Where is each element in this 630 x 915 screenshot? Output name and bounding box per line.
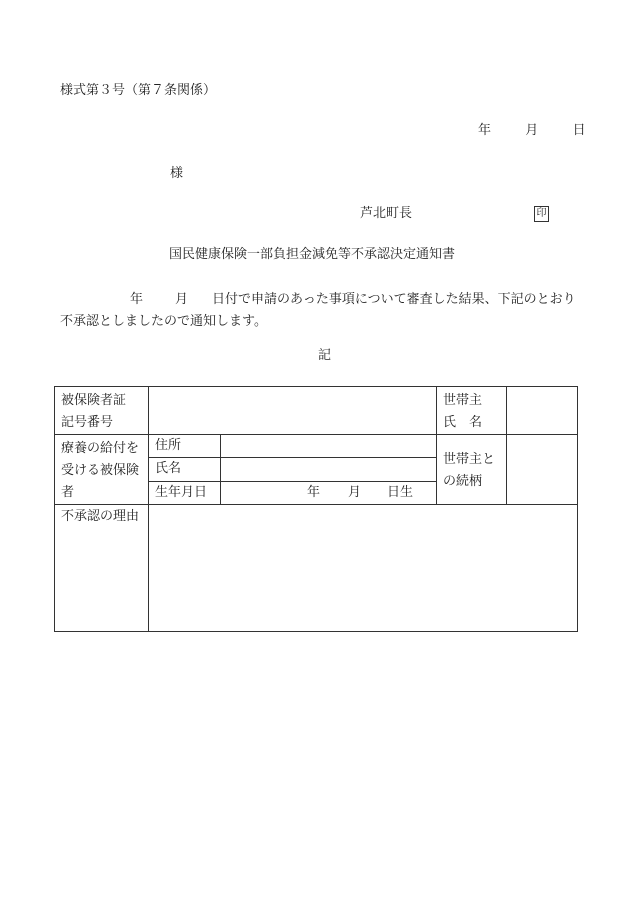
recipient-label-line1: 療養の給付を: [61, 441, 140, 456]
reason-value[interactable]: [149, 505, 578, 632]
householder-label: [437, 387, 507, 435]
body-month-label: 月: [175, 292, 189, 307]
recipient-label-line3: 者: [61, 485, 75, 500]
insured-cert-label-line2: 記号番号: [61, 415, 114, 430]
details-table: [54, 386, 578, 632]
birthdate-value[interactable]: [221, 481, 437, 504]
relation-value[interactable]: [507, 435, 578, 505]
date-year-label: 年: [478, 123, 492, 138]
birthdate-label: 生年月日: [149, 481, 221, 504]
address-value[interactable]: [221, 435, 437, 458]
householder-label-line1: 世帯主: [443, 393, 483, 408]
birth-day-label: 日生: [387, 484, 414, 500]
body-sentence: 日付で申請のあった事項について審査した結果、下記のとおり不承認としましたので通知します。: [60, 292, 576, 329]
householder-value[interactable]: [507, 387, 578, 435]
insured-cert-label-line1: 被保険者証: [61, 393, 127, 408]
recipient-label-line2: 受ける被保険: [61, 463, 140, 478]
relation-label: [437, 435, 507, 505]
name-label: 氏名: [149, 458, 221, 481]
reason-label: 不承認の理由: [55, 505, 149, 632]
body-text: [60, 289, 580, 333]
insured-cert-label: [55, 387, 149, 435]
insured-cert-value[interactable]: [149, 387, 437, 435]
name-value[interactable]: [221, 458, 437, 481]
recipient-label: [55, 435, 149, 505]
householder-label-line2: 氏 名: [443, 415, 483, 430]
issue-date: [478, 124, 586, 137]
birth-year-label: 年: [307, 484, 321, 500]
body-year-label: 年: [130, 292, 144, 307]
issuer-name: 芦北町長: [360, 206, 413, 221]
date-month-label: 月: [525, 123, 539, 138]
seal-mark: 印: [534, 206, 549, 222]
form-number: 様式第３号（第７条関係）: [60, 83, 217, 98]
document-title: 国民健康保険一部負担金減免等不承認決定通知書: [169, 247, 456, 262]
birth-month-label: 月: [348, 484, 362, 500]
relation-label-line1: 世帯主と: [443, 452, 496, 467]
relation-label-line2: の続柄: [443, 474, 483, 489]
address-label: 住所: [149, 435, 221, 458]
ki-heading: 記: [318, 348, 332, 363]
addressee-suffix: 様: [170, 166, 184, 181]
date-day-label: 日: [572, 123, 586, 138]
